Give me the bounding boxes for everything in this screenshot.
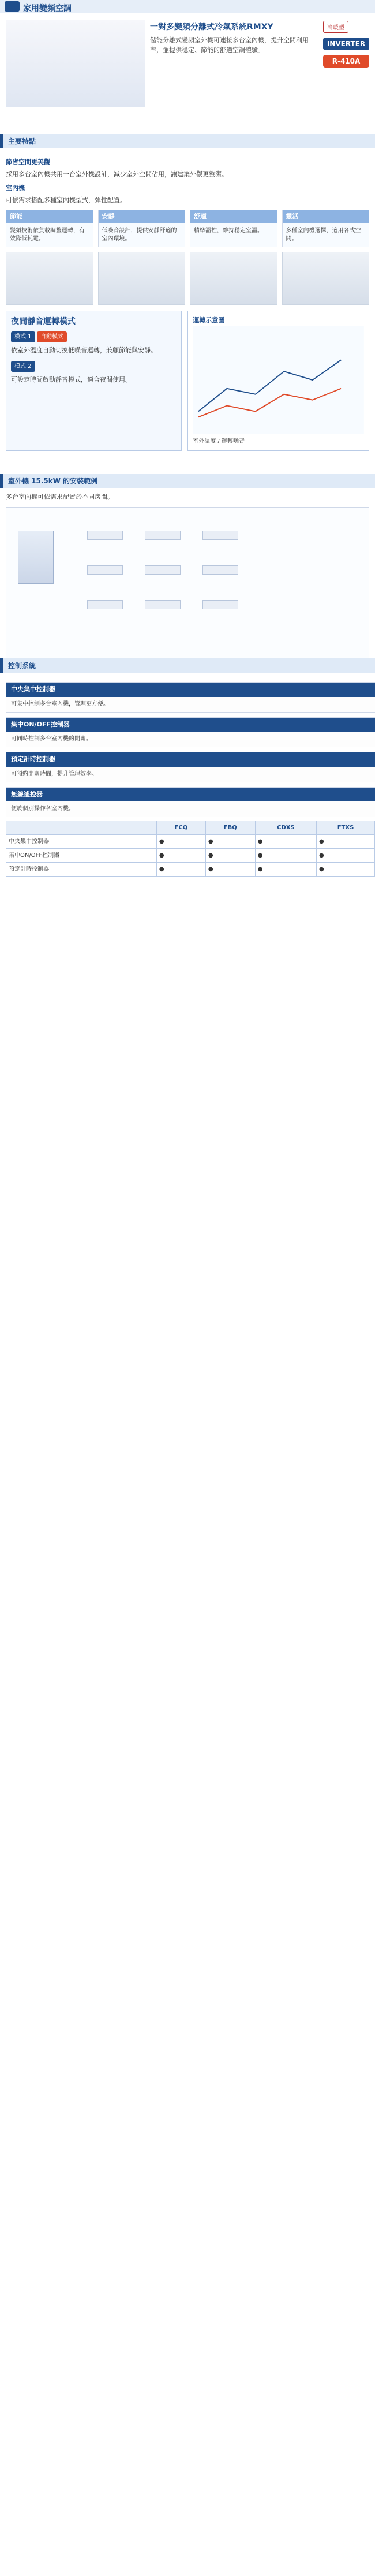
r410a-badge: R-410A <box>323 55 369 68</box>
table-cell: ● <box>205 863 255 877</box>
indoor-unit <box>202 600 238 609</box>
feature-image <box>6 252 93 305</box>
control-card <box>6 752 375 782</box>
hero-image <box>6 20 145 107</box>
intro-text: 採用多台室內機共用一台室外機設計，減少室外空間佔用，讓建築外觀更整潔。 <box>6 170 228 178</box>
indoor-unit <box>87 531 123 540</box>
page-title: 家用變頻空調 <box>23 4 72 13</box>
mode-desc: 依室外溫度自動切換低噪音運轉，兼顧節能與安靜。 <box>11 346 157 354</box>
feature-image <box>190 252 278 305</box>
network-section <box>0 474 375 663</box>
hero-description: 儲能分離式變頻室外機可連接多台室內機，提升空間利用率，並提供穩定、節能的舒適空調體驗。 <box>150 36 309 54</box>
feature-box-title: 靈活 <box>283 210 369 223</box>
feature-box <box>98 210 186 247</box>
table-cell: ● <box>317 863 375 877</box>
intro-subtitle: 節省空間更美觀 <box>6 158 50 166</box>
compat-table <box>6 821 375 877</box>
table-cell: ● <box>156 835 205 849</box>
control-card <box>6 787 375 818</box>
network-note: 多台室內機可依需求配置於不同房間。 <box>6 493 114 501</box>
control-card-title: 集中ON/OFF控制器 <box>6 718 375 732</box>
control-card-title: 預定計時控制器 <box>6 752 375 767</box>
mode-badge: 冷暖型 <box>323 21 348 33</box>
hero-text <box>150 21 312 55</box>
mode-tag: 模式 1 <box>11 331 35 342</box>
feature-box-title: 節能 <box>6 210 93 223</box>
indoor-unit <box>145 600 181 609</box>
hero-subtitle: 一對多變頻分離式冷氣系統RMXY <box>150 23 273 32</box>
chart-area <box>193 325 364 435</box>
feature-image <box>282 252 370 305</box>
section-title-control: 控制系統 <box>0 658 375 673</box>
types-title: 室內機 <box>6 184 25 192</box>
inverter-badge: INVERTER <box>323 38 369 50</box>
types-note: 可依需求搭配多種室內機型式，彈性配置。 <box>6 196 126 204</box>
control-card-text: 可集中控制多台室內機，管理更方便。 <box>11 700 109 707</box>
feature-section <box>0 134 375 456</box>
network-diagram <box>6 507 369 658</box>
table-cell: ● <box>156 849 205 863</box>
feature-box-title: 舒適 <box>190 210 277 223</box>
indoor-unit <box>87 600 123 609</box>
section-title-network: 室外機 15.5kW 的安裝範例 <box>0 474 375 488</box>
table-header-row <box>6 821 375 835</box>
hero-badges <box>323 21 369 68</box>
chart-svg <box>193 325 364 435</box>
table-header: FCQ <box>156 821 205 835</box>
outdoor-unit <box>18 531 54 584</box>
mode-chart <box>187 311 369 452</box>
chart-bg <box>193 326 364 434</box>
table-header: CDXS <box>255 821 316 835</box>
control-section <box>0 658 375 881</box>
table-row <box>6 835 375 849</box>
table-header <box>6 821 157 835</box>
table-row <box>6 849 375 863</box>
mode-desc: 可設定時間啟動靜音模式，適合夜間使用。 <box>11 376 132 383</box>
table-cell: ● <box>255 835 316 849</box>
header <box>0 0 375 13</box>
table-cell: 預定計時控制器 <box>6 863 157 877</box>
chart-title: 運轉示意圖 <box>193 316 225 324</box>
header-logo <box>5 1 20 12</box>
table-cell: ● <box>255 849 316 863</box>
indoor-unit <box>145 565 181 575</box>
control-card-text: 便於個別操作各室內機。 <box>11 806 74 812</box>
table-header: FTXS <box>317 821 375 835</box>
control-cards <box>6 682 369 817</box>
feature-boxes <box>6 210 369 247</box>
table-cell: 中央集中控制器 <box>6 835 157 849</box>
table-cell: ● <box>255 863 316 877</box>
table-cell: ● <box>317 849 375 863</box>
mode-left <box>6 311 182 452</box>
feature-box <box>6 210 93 247</box>
mode-title: 夜間靜音運轉模式 <box>11 316 76 326</box>
feature-images <box>6 252 369 305</box>
chart-legend: 室外溫度 / 運轉噪音 <box>193 438 245 445</box>
indoor-unit <box>87 565 123 575</box>
feature-image <box>98 252 186 305</box>
table-cell: ● <box>205 835 255 849</box>
feature-box <box>190 210 278 247</box>
indoor-unit <box>145 531 181 540</box>
mode-tag: 模式 2 <box>11 361 35 372</box>
hero <box>0 15 375 131</box>
control-card-text: 可同時控制多台室內機的開關。 <box>11 736 92 742</box>
table-cell: ● <box>205 849 255 863</box>
table-row <box>6 863 375 877</box>
section-title-feature: 主要特點 <box>0 134 375 148</box>
night-mode <box>6 311 369 452</box>
feature-box <box>282 210 370 247</box>
feature-box-text: 低噪音設計，提供安靜舒適的室內環境。 <box>102 227 177 242</box>
feature-box-text: 變頻技術依負載調整運轉，有效降低耗電。 <box>10 227 85 242</box>
control-card <box>6 682 375 713</box>
control-card <box>6 717 375 748</box>
indoor-unit <box>202 565 238 575</box>
control-card-text: 可預約開關時間，提升管理效率。 <box>11 770 97 777</box>
control-card-title: 中央集中控制器 <box>6 683 375 697</box>
feature-box-text: 多種室內機選擇，適用各式空間。 <box>286 227 361 242</box>
control-card-title: 無線遙控器 <box>6 788 375 802</box>
table-cell: ● <box>156 863 205 877</box>
table-cell: ● <box>317 835 375 849</box>
indoor-unit <box>202 531 238 540</box>
feature-box-title: 安靜 <box>99 210 185 223</box>
table-header: FBQ <box>205 821 255 835</box>
mode-tag: 自動模式 <box>37 331 67 342</box>
feature-box-text: 精準溫控，維持穩定室溫。 <box>194 227 263 234</box>
table-cell: 集中ON/OFF控制器 <box>6 849 157 863</box>
